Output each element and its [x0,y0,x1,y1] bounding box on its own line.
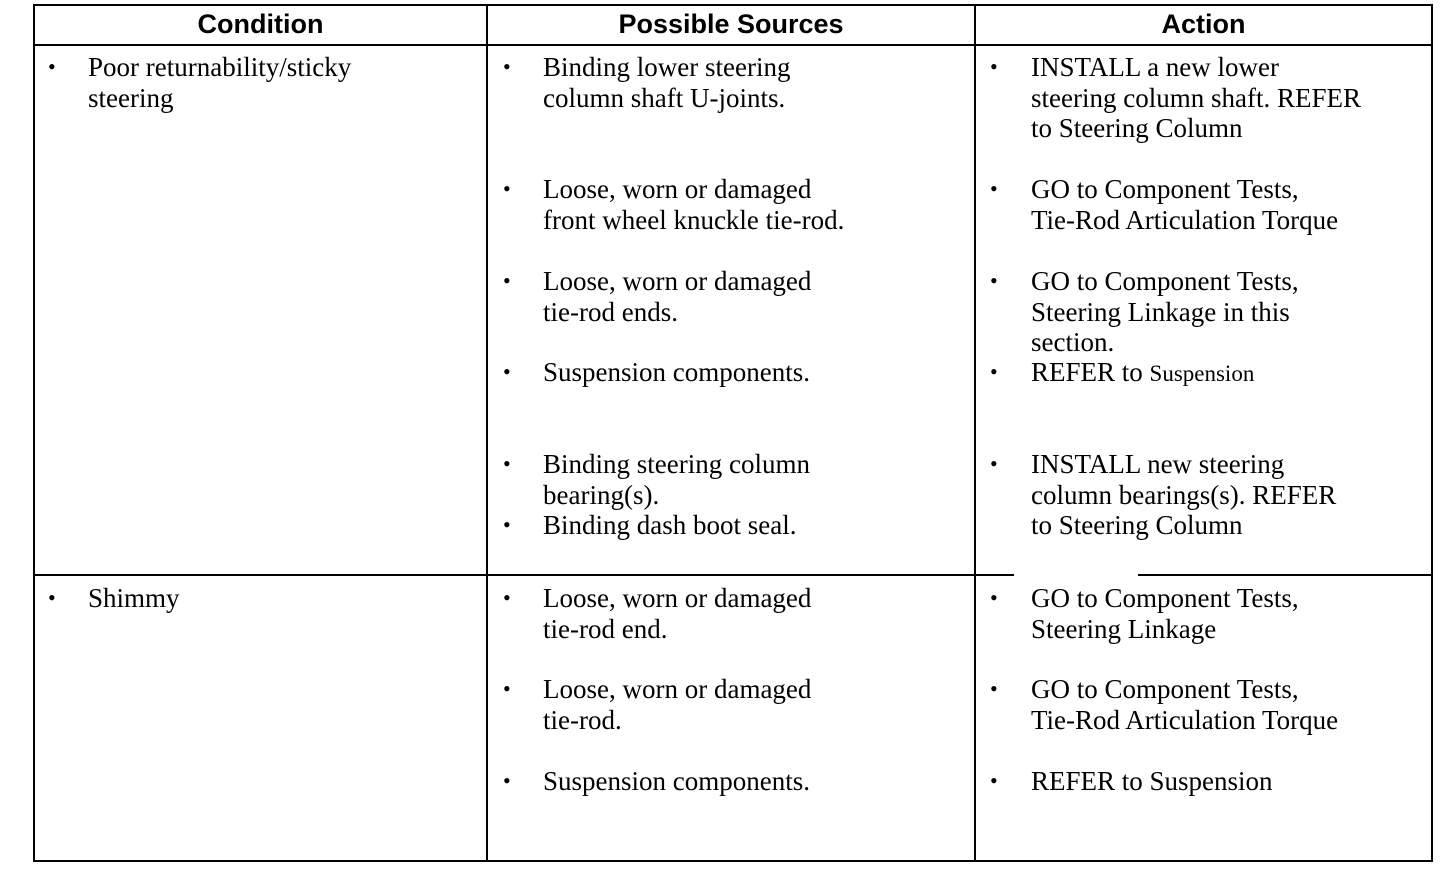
column-divider [486,4,488,862]
bullet-icon: • [503,268,511,293]
header-condition: Condition [197,9,324,39]
source-text: Binding lower steering column shaft U-joints. [543,52,791,113]
action-text-prefix: REFER to [1031,357,1150,387]
action-text: GO to Component Tests, Tie-Rod Articulation Torque [1031,174,1339,235]
source-text: Binding steering column bearing(s). [543,449,810,510]
header-possible-sources: Possible Sources [618,9,844,39]
bullet-icon: • [48,585,56,610]
header-action: Action [1161,9,1246,39]
bullet-icon: • [503,768,511,793]
bullet-icon: • [990,768,998,793]
bullet-icon: • [503,451,511,476]
bullet-icon: • [990,54,998,79]
bullet-icon: • [503,359,511,384]
action-text-suffix: Suspension [1149,361,1255,386]
source-text: Loose, worn or damaged tie-rod end. [543,583,812,644]
bullet-icon: • [503,676,511,701]
bullet-icon: • [990,176,998,201]
action-text: INSTALL new steering column bearings(s). REFER to Steering Column [1031,449,1337,540]
bullet-icon: • [503,176,511,201]
column-divider [974,4,976,862]
bullet-icon: • [990,676,998,701]
bullet-icon: • [503,585,511,610]
condition-text: Poor returnability/sticky steering [88,52,352,113]
row-divider [1138,574,1433,576]
source-text: Loose, worn or damaged front wheel knuckle tie-rod. [543,174,845,235]
row-divider [33,574,1014,576]
action-text: REFER to Suspension [1031,766,1273,796]
action-text: GO to Component Tests, Steering Linkage in this section. [1031,266,1299,357]
header-divider [33,44,1433,46]
bullet-icon: • [503,512,511,537]
source-text: Binding dash boot seal. [543,510,797,540]
bullet-icon: • [990,359,998,384]
bullet-icon: • [990,451,998,476]
bullet-icon: • [990,585,998,610]
action-text [1031,357,1254,390]
action-text: INSTALL a new lower steering column shaft. REFER to Steering Column [1031,52,1361,143]
source-text: Suspension components. [543,766,810,796]
source-text: Loose, worn or damaged tie-rod. [543,674,812,735]
bullet-icon: • [48,54,56,79]
source-text: Loose, worn or damaged tie-rod ends. [543,266,812,327]
source-text: Suspension components. [543,357,810,387]
bullet-icon: • [990,268,998,293]
action-text: GO to Component Tests, Tie-Rod Articulation Torque [1031,674,1339,735]
condition-text: Shimmy [88,583,180,613]
bullet-icon: • [503,54,511,79]
action-text: GO to Component Tests, Steering Linkage [1031,583,1299,644]
